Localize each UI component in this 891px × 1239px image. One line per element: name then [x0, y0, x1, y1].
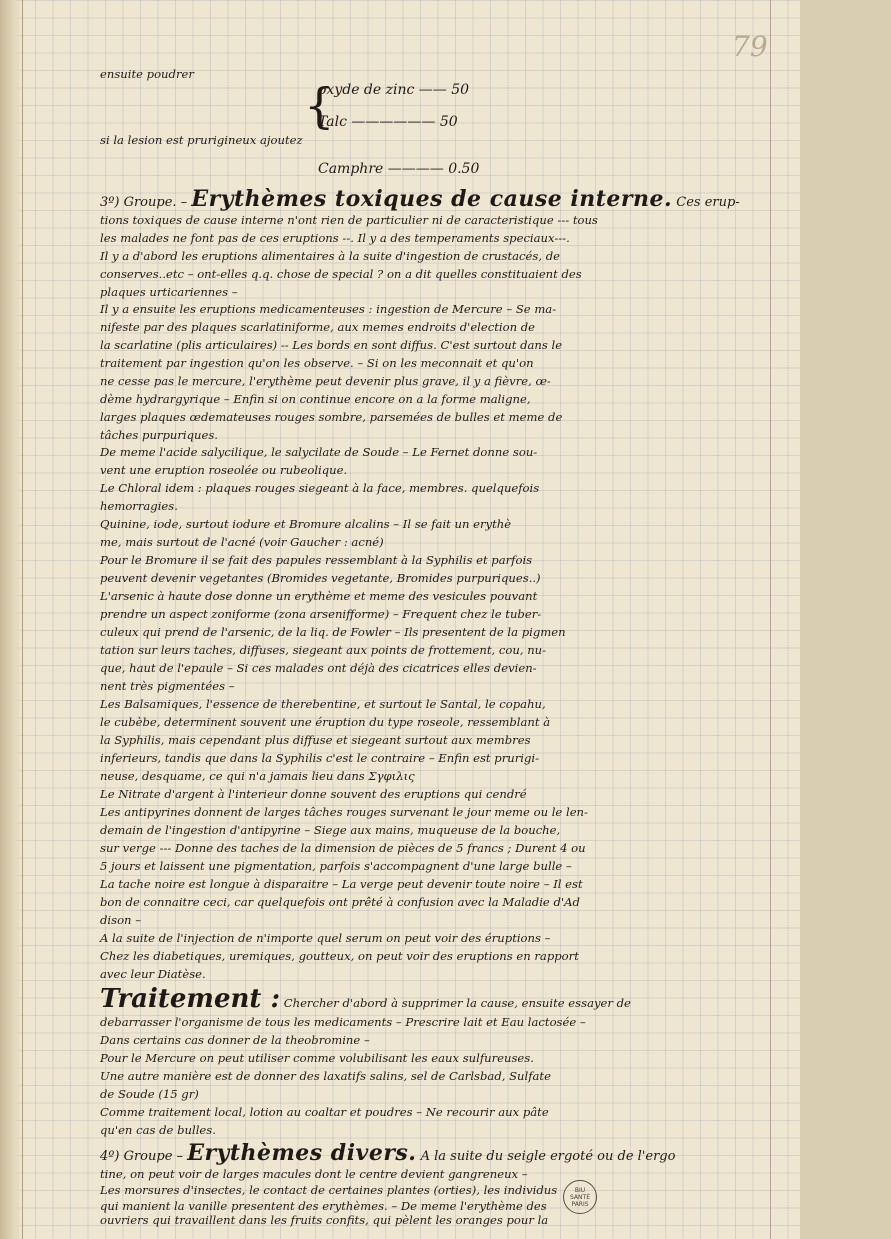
group3-line-38: La tache noire est longue à disparaitre – La verge peut devenir toute noire – Il est [100, 877, 583, 891]
traitement-line-4: Une autre manière est de donner des laxatifs salins, sel de Carlsbad, Sulfate [100, 1069, 551, 1083]
group3-line-27: nent très pigmentées – [100, 679, 235, 693]
group4-title: Erythèmes divers. [187, 1140, 417, 1166]
group3-line-23: prendre un aspect zoniforme (zona arsenifforme) – Frequent chez le tuber- [100, 607, 542, 621]
group4-line-3: qui manient la vanille presentent des erythèmes. – De meme l'erythème des [100, 1199, 547, 1213]
group3-line-40: dison – [100, 913, 142, 927]
traitement-line-7: qu'en cas de bulles. [100, 1123, 216, 1137]
traitement-line-0: Chercher d'abord à supprimer la cause, ensuite essayer de [283, 996, 631, 1010]
group3-line-33: Le Nitrate d'argent à l'interieur donne souvent des eruptions qui cendré [100, 787, 527, 801]
prescription-intro: ensuite poudrer [100, 67, 194, 81]
page-number: 79 [732, 30, 768, 63]
group3-line-26: que, haut de l'epaule – Si ces malades ont déjà des cicatrices elles devien- [100, 661, 537, 675]
group3-line-20: Pour le Bromure il se fait des papules ressemblant à la Syphilis et parfois [100, 553, 533, 567]
group4-line-2: Les morsures d'insectes, le contact de certaines plantes (orties), les individus [100, 1183, 558, 1197]
prescription-note: si la lesion est prurigineux ajoutez [100, 133, 303, 147]
group3-line-4: conserves..etc – ont-elles q.q. chose de special ? on a dit quelles constituaient des [100, 267, 582, 281]
brace-symbol: { [304, 78, 335, 134]
group3-line-32: neuse, desquame, ce qui n'a jamais lieu dans Σγφιλις [100, 769, 415, 783]
stamp-line-1: BIU [574, 1186, 586, 1194]
traitement-title: Traitement : [100, 984, 281, 1014]
group3-line-3: Il y a d'abord les eruptions alimentaires à la suite d'ingestion de crustacés, de [100, 249, 560, 263]
prescription-item-talc: Talc —————— 50 [318, 114, 458, 130]
traitement-line-5: de Soude (15 gr) [100, 1087, 199, 1101]
group3-line-29: le cubèbe, determinent souvent une éruption du type roseole, ressemblant à [100, 715, 551, 729]
stamp-line-3: PARIS [571, 1200, 589, 1208]
group3-line-17: hemorragies. [100, 499, 178, 513]
group3-line-18: Quinine, iode, surtout iodure et Bromure alcalins – Il se fait un erythè [100, 517, 512, 531]
page-binding-edge [0, 0, 23, 1239]
group3-line-16: Le Chloral idem : plaques rouges siegeant à la face, membres. quelquefois [100, 481, 540, 495]
group3-line-41: A la suite de l'injection de n'importe quel serum on peut voir des éruptions – [100, 931, 551, 945]
group3-line-39: bon de connaitre ceci, car quelquefois ont prêté à confusion avec la Maladie d'Ad [100, 895, 580, 909]
group3-line-31: inferieurs, tandis que dans la Syphilis c'est le contraire – Enfin est prurigi- [100, 751, 540, 765]
group3-line-7: nifeste par des plaques scarlatiniforme, aux memes endroits d'election de [100, 320, 536, 334]
group3-line-1: tions toxiques de cause interne n'ont rien de particulier ni de caracteristique --- tous [100, 213, 598, 227]
group4-line-0: A la suite du seigle ergoté ou de l'ergo [420, 1149, 676, 1164]
group3-number: 3º) Groupe. – [100, 195, 188, 210]
group4-number: 4º) Groupe – [100, 1149, 184, 1164]
group3-line-14: De meme l'acide salycilique, le salycilate de Soude – Le Fernet donne sou- [100, 445, 538, 459]
group3-line-8: la scarlatine (plis articulaires) -- Les bords en sont diffus. C'est surtout dans le [100, 338, 563, 352]
group3-line-21: peuvent devenir vegetantes (Bromides vegetante, Bromides purpuriques..) [100, 571, 541, 585]
prescription-item-zinc: oxyde de zinc —— 50 [318, 82, 470, 98]
group3-line-2: les malades ne font pas de ces eruptions --. Il y a des temperaments speciaux---. [100, 231, 570, 245]
group3-line-19: me, mais surtout de l'acné (voir Gaucher : acné) [100, 535, 384, 549]
traitement-line-1: debarrasser l'organisme de tous les medicaments – Prescrire lait et Eau lactosée – [100, 1015, 586, 1029]
group3-line-0: Ces erup- [676, 195, 740, 210]
traitement-line-6: Comme traitement local, lotion au coaltar et poudres – Ne recourir aux pâte [100, 1105, 549, 1119]
stamp-line-2: SANTÉ [570, 1193, 590, 1201]
prescription-item-camphre: Camphre ———— 0.50 [318, 161, 480, 177]
group3-line-25: tation sur leurs taches, diffuses, siegeant aux points de frottement, cou, nu- [100, 643, 547, 657]
group3-line-35: demain de l'ingestion d'antipyrine – Siege aux mains, muqueuse de la bouche, [100, 823, 561, 837]
group3-line-12: larges plaques œdemateuses rouges sombre, parsemées de bulles et meme de [100, 410, 563, 424]
group4-line-4: ouvriers qui travaillent dans les fruits confits, qui pèlent les oranges pour la [100, 1213, 549, 1227]
group3-line-28: Les Balsamiques, l'essence de therebentine, et surtout le Santal, le copahu, [100, 697, 546, 711]
group3-line-5: plaques urticariennes – [100, 285, 238, 299]
group3-line-37: 5 jours et laissent une pigmentation, parfois s'accompagnent d'une large bulle – [100, 859, 572, 873]
group3-line-34: Les antipyrines donnent de larges tâches rouges survenant le jour meme ou le len- [100, 805, 588, 819]
group3-line-43: avec leur Diatèse. [100, 967, 206, 981]
group3-line-36: sur verge --- Donne des taches de la dimension de pièces de 5 francs ; Durent 4 ou [100, 841, 586, 855]
group3-line-13: tâches purpuriques. [100, 428, 218, 442]
group3-line-10: ne cesse pas le mercure, l'erythème peut devenir plus grave, il y a fièvre, œ- [100, 374, 551, 388]
group3-line-24: culeux qui prend de l'arsenic, de la liq. de Fowler – Ils presentent de la pigmen [100, 625, 566, 639]
group3-line-30: la Syphilis, mais cependant plus diffuse et siegeant surtout aux membres [100, 733, 531, 747]
group3-line-42: Chez les diabetiques, uremiques, goutteux, on peut voir des eruptions en rapport [100, 949, 579, 963]
group3-line-9: traitement par ingestion qu'on les observe. – Si on les meconnait et qu'on [100, 356, 534, 370]
group3-line-11: dème hydrargyrique – Enfin si on continue encore on a la forme maligne, [100, 392, 531, 406]
traitement-line-3: Pour le Mercure on peut utiliser comme volubilisant les eaux sulfureuses. [100, 1051, 534, 1065]
group3-line-22: L'arsenic à haute dose donne un erythème et meme des vesicules pouvant [100, 589, 538, 603]
traitement-heading [100, 984, 724, 1014]
group4-heading [100, 1140, 724, 1166]
library-stamp [563, 1180, 597, 1214]
group3-heading [100, 186, 740, 212]
traitement-line-2: Dans certains cas donner de la theobromine – [100, 1033, 370, 1047]
group4-line-1: tine, on peut voir de larges macules dont le centre devient gangreneux – [100, 1167, 528, 1181]
group3-title: Erythèmes toxiques de cause interne. [191, 186, 673, 212]
margin-line [770, 0, 771, 1239]
group3-line-6: Il y a ensuite les eruptions medicamenteuses : ingestion de Mercure – Se ma- [100, 302, 557, 316]
group3-line-15: vent une eruption roseolée ou rubeolique. [100, 463, 348, 477]
